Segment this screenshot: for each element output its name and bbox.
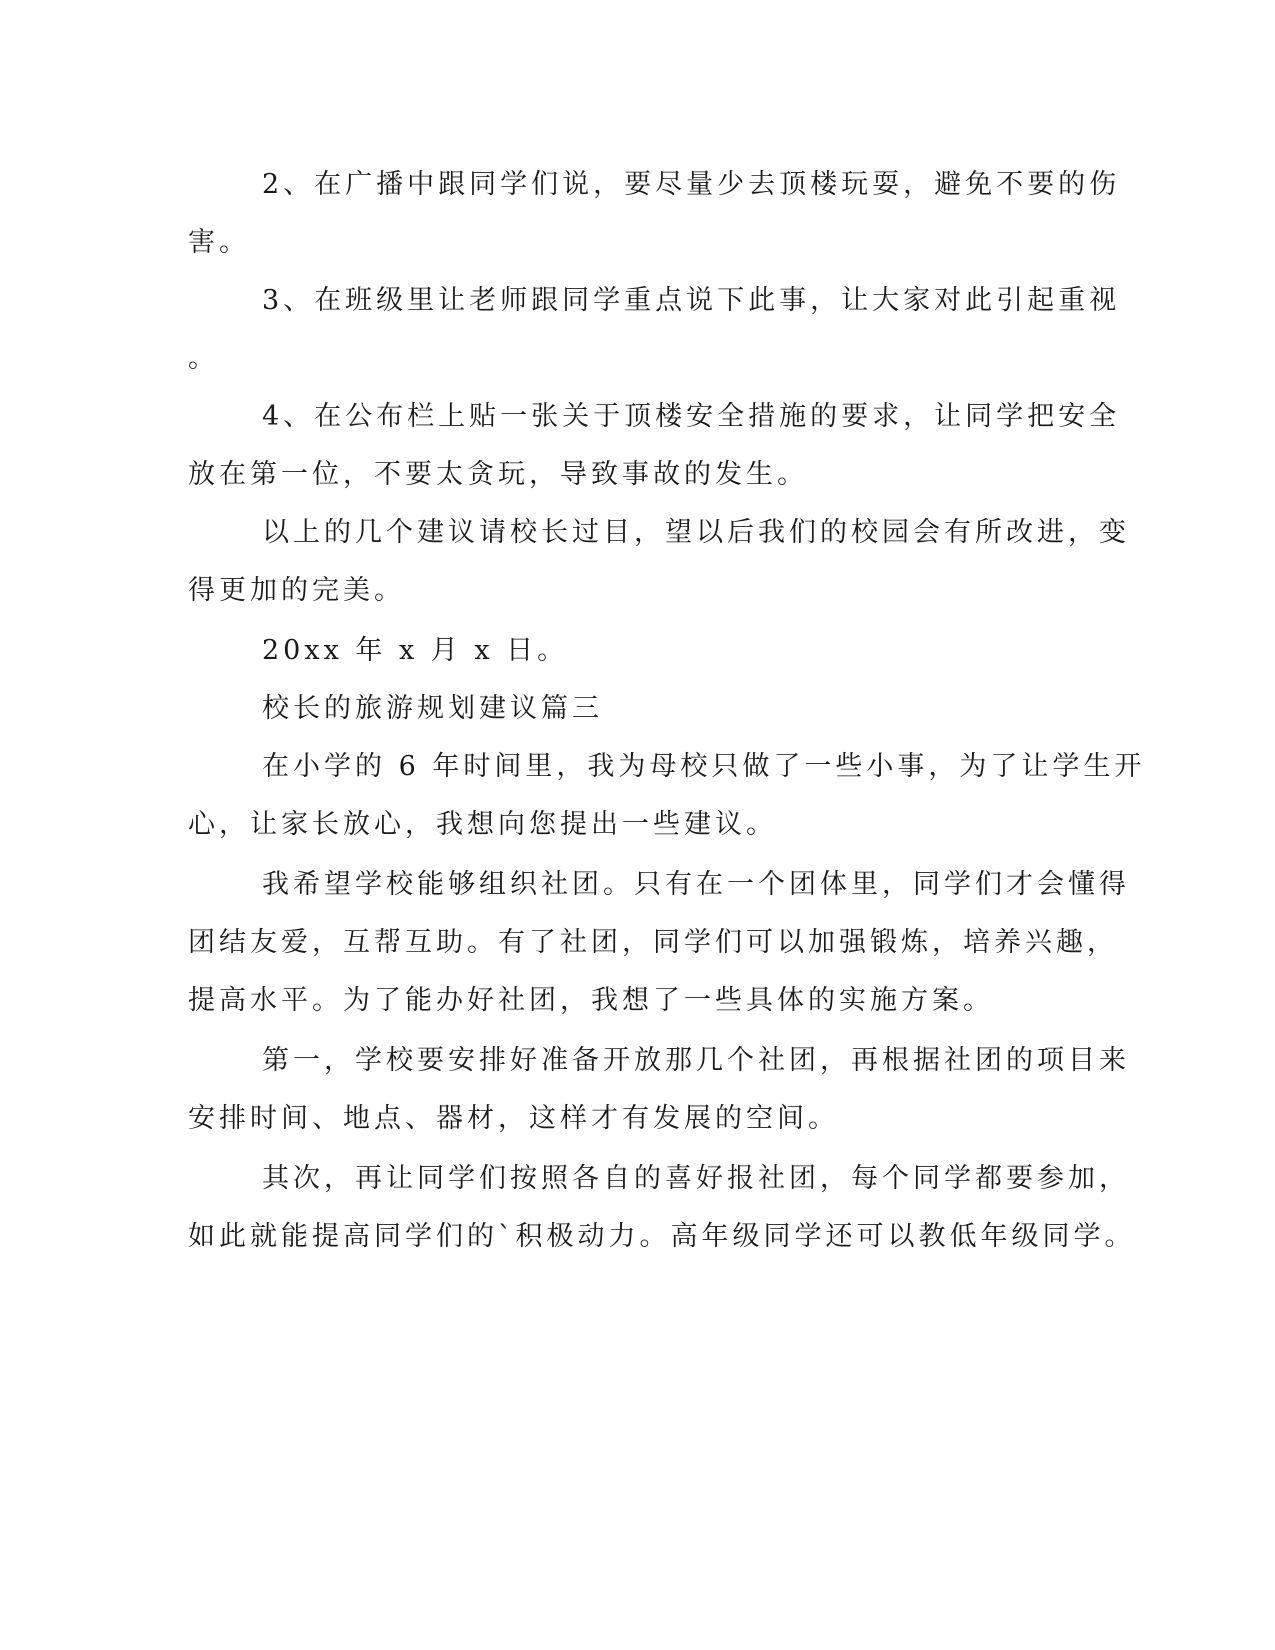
text-line: 第一，学校要安排好准备开放那几个社团，再根据社团的项目来 <box>262 1045 1130 1076</box>
text-line: 得更加的完美。 <box>188 575 405 606</box>
text-line: 如此就能提高同学们的`积极动力。高年级同学还可以教低年级同学。 <box>188 1221 1136 1252</box>
text-line: 我希望学校能够组织社团。只有在一个团体里，同学们才会懂得 <box>262 869 1130 900</box>
text-line: 心，让家长放心，我想向您提出一些建议。 <box>188 809 777 840</box>
text-line: 团结友爱，互帮互助。有了社团，同学们可以加强锻炼，培养兴趣， <box>188 927 1118 958</box>
text-line: 3、在班级里让老师跟同学重点说下此事，让大家对此引起重视 <box>262 285 1121 316</box>
text-line: 在小学的 6 年时间里，我为母校只做了一些小事，为了让学生开 <box>262 751 1146 782</box>
text-line: 害。 <box>188 227 250 258</box>
text-line: 安排时间、地点、器材，这样才有发展的空间。 <box>188 1103 839 1134</box>
text-line: 提高水平。为了能办好社团，我想了一些具体的实施方案。 <box>188 985 994 1016</box>
text-line: 放在第一位，不要太贪玩，导致事故的发生。 <box>188 459 808 490</box>
text-line: 其次，再让同学们按照各自的喜好报社团，每个同学都要参加， <box>262 1163 1130 1194</box>
text-line: 2、在广播中跟同学们说，要尽量少去顶楼玩耍，避免不要的伤 <box>262 169 1121 200</box>
text-line: 。 <box>188 343 219 374</box>
section-heading: 校长的旅游规划建议篇三 <box>262 693 603 724</box>
text-line: 以上的几个建议请校长过目，望以后我们的校园会有所改进，变 <box>262 517 1130 548</box>
text-line: 4、在公布栏上贴一张关于顶楼安全措施的要求，让同学把安全 <box>262 401 1121 432</box>
date-line: 20xx 年 x 月 x 日。 <box>262 635 569 666</box>
